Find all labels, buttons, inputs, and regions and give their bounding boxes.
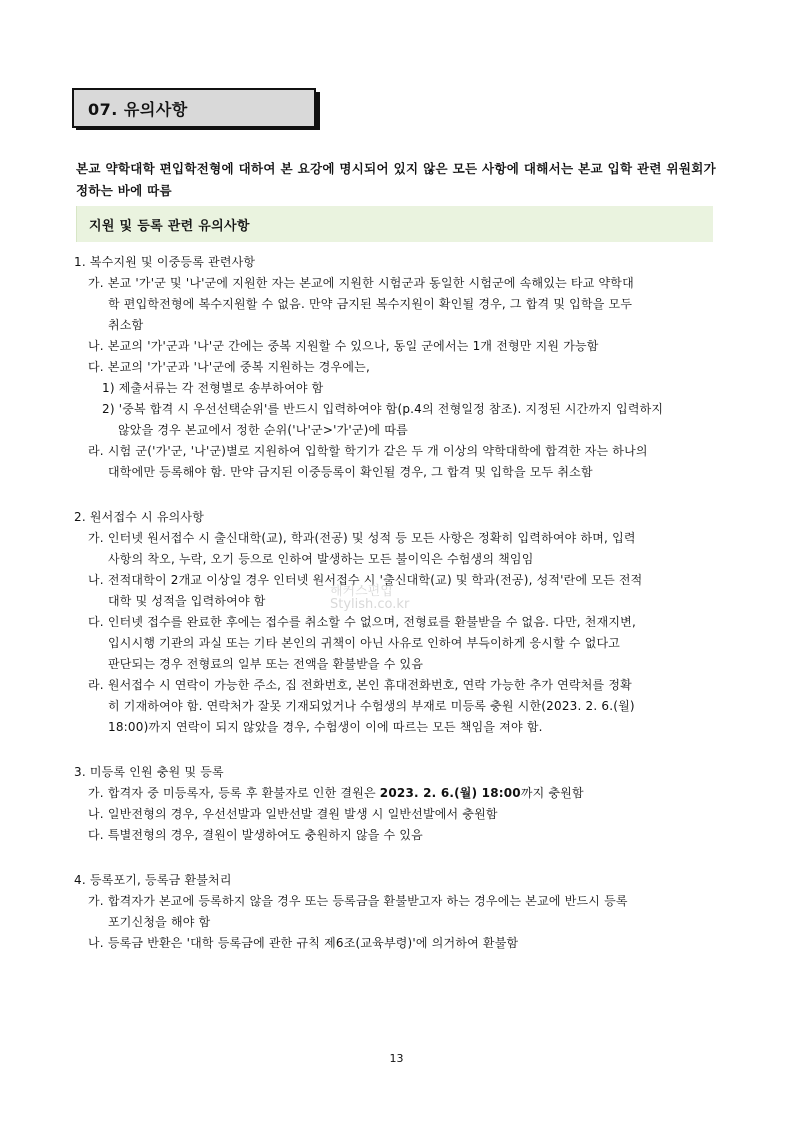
intro-paragraph: 본교 약학대학 편입학전형에 대하여 본 요강에 명시되어 있지 않은 모든 사항에 대해서는 본교 입학 관련 위원회가 정하는 바에 따름: [76, 161, 716, 198]
section-1-heading: 1. 복수지원 및 이중등록 관련사항: [74, 255, 256, 269]
section-1-item-a-cont: 취소함: [108, 318, 144, 332]
banner-title: 지원 및 등록 관련 유의사항: [89, 219, 250, 234]
section-1-item-a-cont: 학 편입학전형에 복수지원할 수 없음. 만약 금지된 복수지원이 확인될 경우, 그 합격 및 입학을 모두: [108, 297, 633, 311]
title-frame: [72, 88, 316, 128]
section-2-item-c-cont: 입시시행 기관의 과실 또는 기타 본인의 귀책이 아닌 사유로 인하여 부득이하게 응시할 수 없다고: [108, 636, 621, 650]
section-4-item-a-cont: 포기신청을 해야 함: [108, 915, 211, 929]
section-3-item-c: 다. 특별전형의 경우, 결원이 발생하여도 충원하지 않을 수 있음: [88, 828, 423, 842]
page-title: 07. 유의사항: [88, 100, 188, 119]
section-3-heading: 3. 미등록 인원 충원 및 등록: [74, 765, 224, 779]
section-2-item-a: 가. 인터넷 원서접수 시 출신대학(교), 학과(전공) 및 성적 등 모든 사항은 정확히 입력하여야 하며, 입력: [88, 531, 636, 545]
subsection-banner: [76, 206, 713, 242]
section-1-item-c-sub-2-cont: 않았을 경우 본교에서 정한 순위('나'군>'가'군)에 따름: [118, 423, 408, 437]
section-4-heading: 4. 등록포기, 등록금 환불처리: [74, 873, 232, 887]
section-1-item-c-sub-1: 1) 제출서류는 각 전형별로 송부하여야 함: [102, 381, 324, 395]
section-1-item-a: 가. 본교 '가'군 및 '나'군에 지원한 자는 본교에 지원한 시험군과 동일한 시험군에 속해있는 타교 약학대: [88, 276, 634, 290]
section-2-item-c-cont: 판단되는 경우 전형료의 일부 또는 전액을 환불받을 수 있음: [108, 657, 424, 671]
section-4-item-b: 나. 등록금 반환은 '대학 등록금에 관한 규칙 제6조(교육부령)'에 의거하여 환불함: [88, 936, 519, 950]
deadline-date: 2023. 2. 6.(월) 18:00: [379, 786, 521, 800]
section-3-item-a-text: 가. 합격자 중 미등록자, 등록 후 환불자로 인한 결원은: [88, 786, 380, 800]
section-2-item-d: 라. 원서접수 시 연락이 가능한 주소, 집 전화번호, 본인 휴대전화번호, 연락 가능한 추가 연락처를 정확: [88, 678, 632, 692]
section-3-item-a-tail: 까지 충원함: [520, 786, 584, 800]
section-1-item-c: 다. 본교의 '가'군과 '나'군에 중복 지원하는 경우에는,: [88, 360, 370, 374]
section-2-heading: 2. 원서접수 시 유의사항: [74, 510, 205, 524]
page-number: 13: [389, 1052, 404, 1065]
section-1-item-c-sub-2: 2) '중복 합격 시 우선선택순위'를 반드시 입력하여야 함(p.4의 전형일정 참조). 지정된 시간까지 입력하지: [102, 402, 664, 416]
section-1-item-d: 라. 시험 군('가'군, '나'군)별로 지원하여 입학할 학기가 같은 두 개 이상의 약학대학에 합격한 자는 하나의: [88, 444, 648, 458]
section-2-item-d-cont: 18:00)까지 연락이 되지 않았을 경우, 수험생이 이에 따르는 모든 책임을 져야 함.: [108, 720, 543, 734]
section-2-item-c: 다. 인터넷 접수를 완료한 후에는 접수를 취소할 수 없으며, 전형료를 환불받을 수 없음. 다만, 천재지변,: [88, 615, 636, 629]
watermark: [330, 585, 409, 611]
watermark-line-1: 해커스편입: [330, 584, 393, 599]
section-title-box: [72, 88, 324, 134]
section-1-item-b: 나. 본교의 '가'군과 '나'군 간에는 중복 지원할 수 있으나, 동일 군에서는 1개 전형만 지원 가능함: [88, 339, 599, 353]
section-2-item-d-cont: 히 기재하여야 함. 연락처가 잘못 기재되었거나 수험생의 부재로 미등록 충원 시한(2023. 2. 6.(월): [108, 699, 635, 713]
section-2-item-b: 나. 전적대학이 2개교 이상일 경우 인터넷 원서접수 시 '출신대학(교) 및 학과(전공), 성적'란에 모든 전적: [88, 573, 643, 587]
section-3-item-a: [88, 785, 584, 801]
section-1-item-d-cont: 대학에만 등록해야 함. 만약 금지된 이중등록이 확인될 경우, 그 합격 및 입학을 모두 취소함: [108, 465, 593, 479]
watermark-line-2: Stylish.co.kr: [330, 597, 410, 612]
section-2-item-a-cont: 사항의 착오, 누락, 오기 등으로 인하여 발생하는 모든 불이익은 수험생의 책임임: [108, 552, 534, 566]
section-2-item-b-cont: 대학 및 성적을 입력하여야 함: [108, 594, 266, 608]
section-3-item-b: 나. 일반전형의 경우, 우선선발과 일반선발 결원 발생 시 일반선발에서 충원함: [88, 807, 498, 821]
section-4-item-a: 가. 합격자가 본교에 등록하지 않을 경우 또는 등록금을 환불받고자 하는 경우에는 본교에 반드시 등록: [88, 894, 628, 908]
